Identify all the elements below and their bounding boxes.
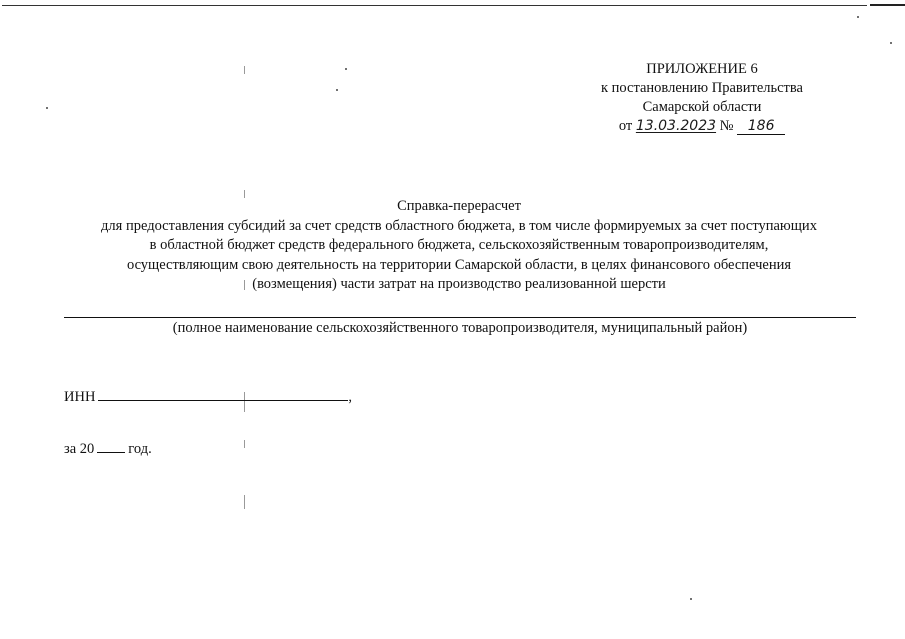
scan-speck <box>345 68 347 70</box>
inn-comma: , <box>348 389 353 405</box>
year-field[interactable] <box>97 438 125 453</box>
scan-corner-mark <box>870 4 905 6</box>
scan-fold-mark <box>244 495 245 509</box>
year-suffix: год. <box>128 441 152 457</box>
decree-number-field <box>737 119 785 135</box>
region-name: Самарской области <box>642 99 762 115</box>
title-line-3: в областной бюджет средств федерального бюджета, сельскохозяйственным товаропроизводителям, <box>149 237 769 253</box>
producer-name-caption: (полное наименование сельскохозяйственного товаропроизводителя, муниципальный район) <box>172 320 748 336</box>
title-line-1: Справка-перерасчет <box>397 198 521 214</box>
inn-line <box>64 386 352 407</box>
scan-top-border-line <box>2 5 867 6</box>
inn-label: ИНН <box>64 389 96 405</box>
scan-speck <box>336 89 338 91</box>
scan-speck <box>890 42 892 44</box>
document-title <box>40 197 878 295</box>
inn-field[interactable] <box>98 386 348 401</box>
producer-name-field[interactable] <box>64 317 856 318</box>
scan-speck <box>857 16 859 18</box>
number-sign: № <box>719 118 734 134</box>
title-line-5: (возмещения) части затрат на производство реализованной шерсти <box>252 276 666 292</box>
year-line <box>64 438 152 459</box>
date-prefix: от <box>618 118 633 134</box>
scan-fold-mark <box>244 66 245 74</box>
appendix-header <box>560 60 844 136</box>
title-line-2: для предоставления субсидий за счет средств областного бюджета, в том числе формируемых за счет поступающих <box>101 217 817 234</box>
decree-reference: к постановлению Правительства <box>601 80 803 96</box>
scan-speck <box>46 107 48 109</box>
title-line-4: осуществляющим свою деятельность на территории Самарской области, в целях финансового обеспечения <box>126 256 792 273</box>
scan-speck <box>690 598 692 600</box>
handwritten-date: 13.03.2023 <box>635 118 717 134</box>
appendix-number: ПРИЛОЖЕНИЕ 6 <box>646 61 758 77</box>
decree-date-line <box>560 117 844 136</box>
scan-fold-mark <box>244 440 245 448</box>
year-prefix: за 20 <box>64 441 95 457</box>
handwritten-number: 186 <box>747 118 775 134</box>
